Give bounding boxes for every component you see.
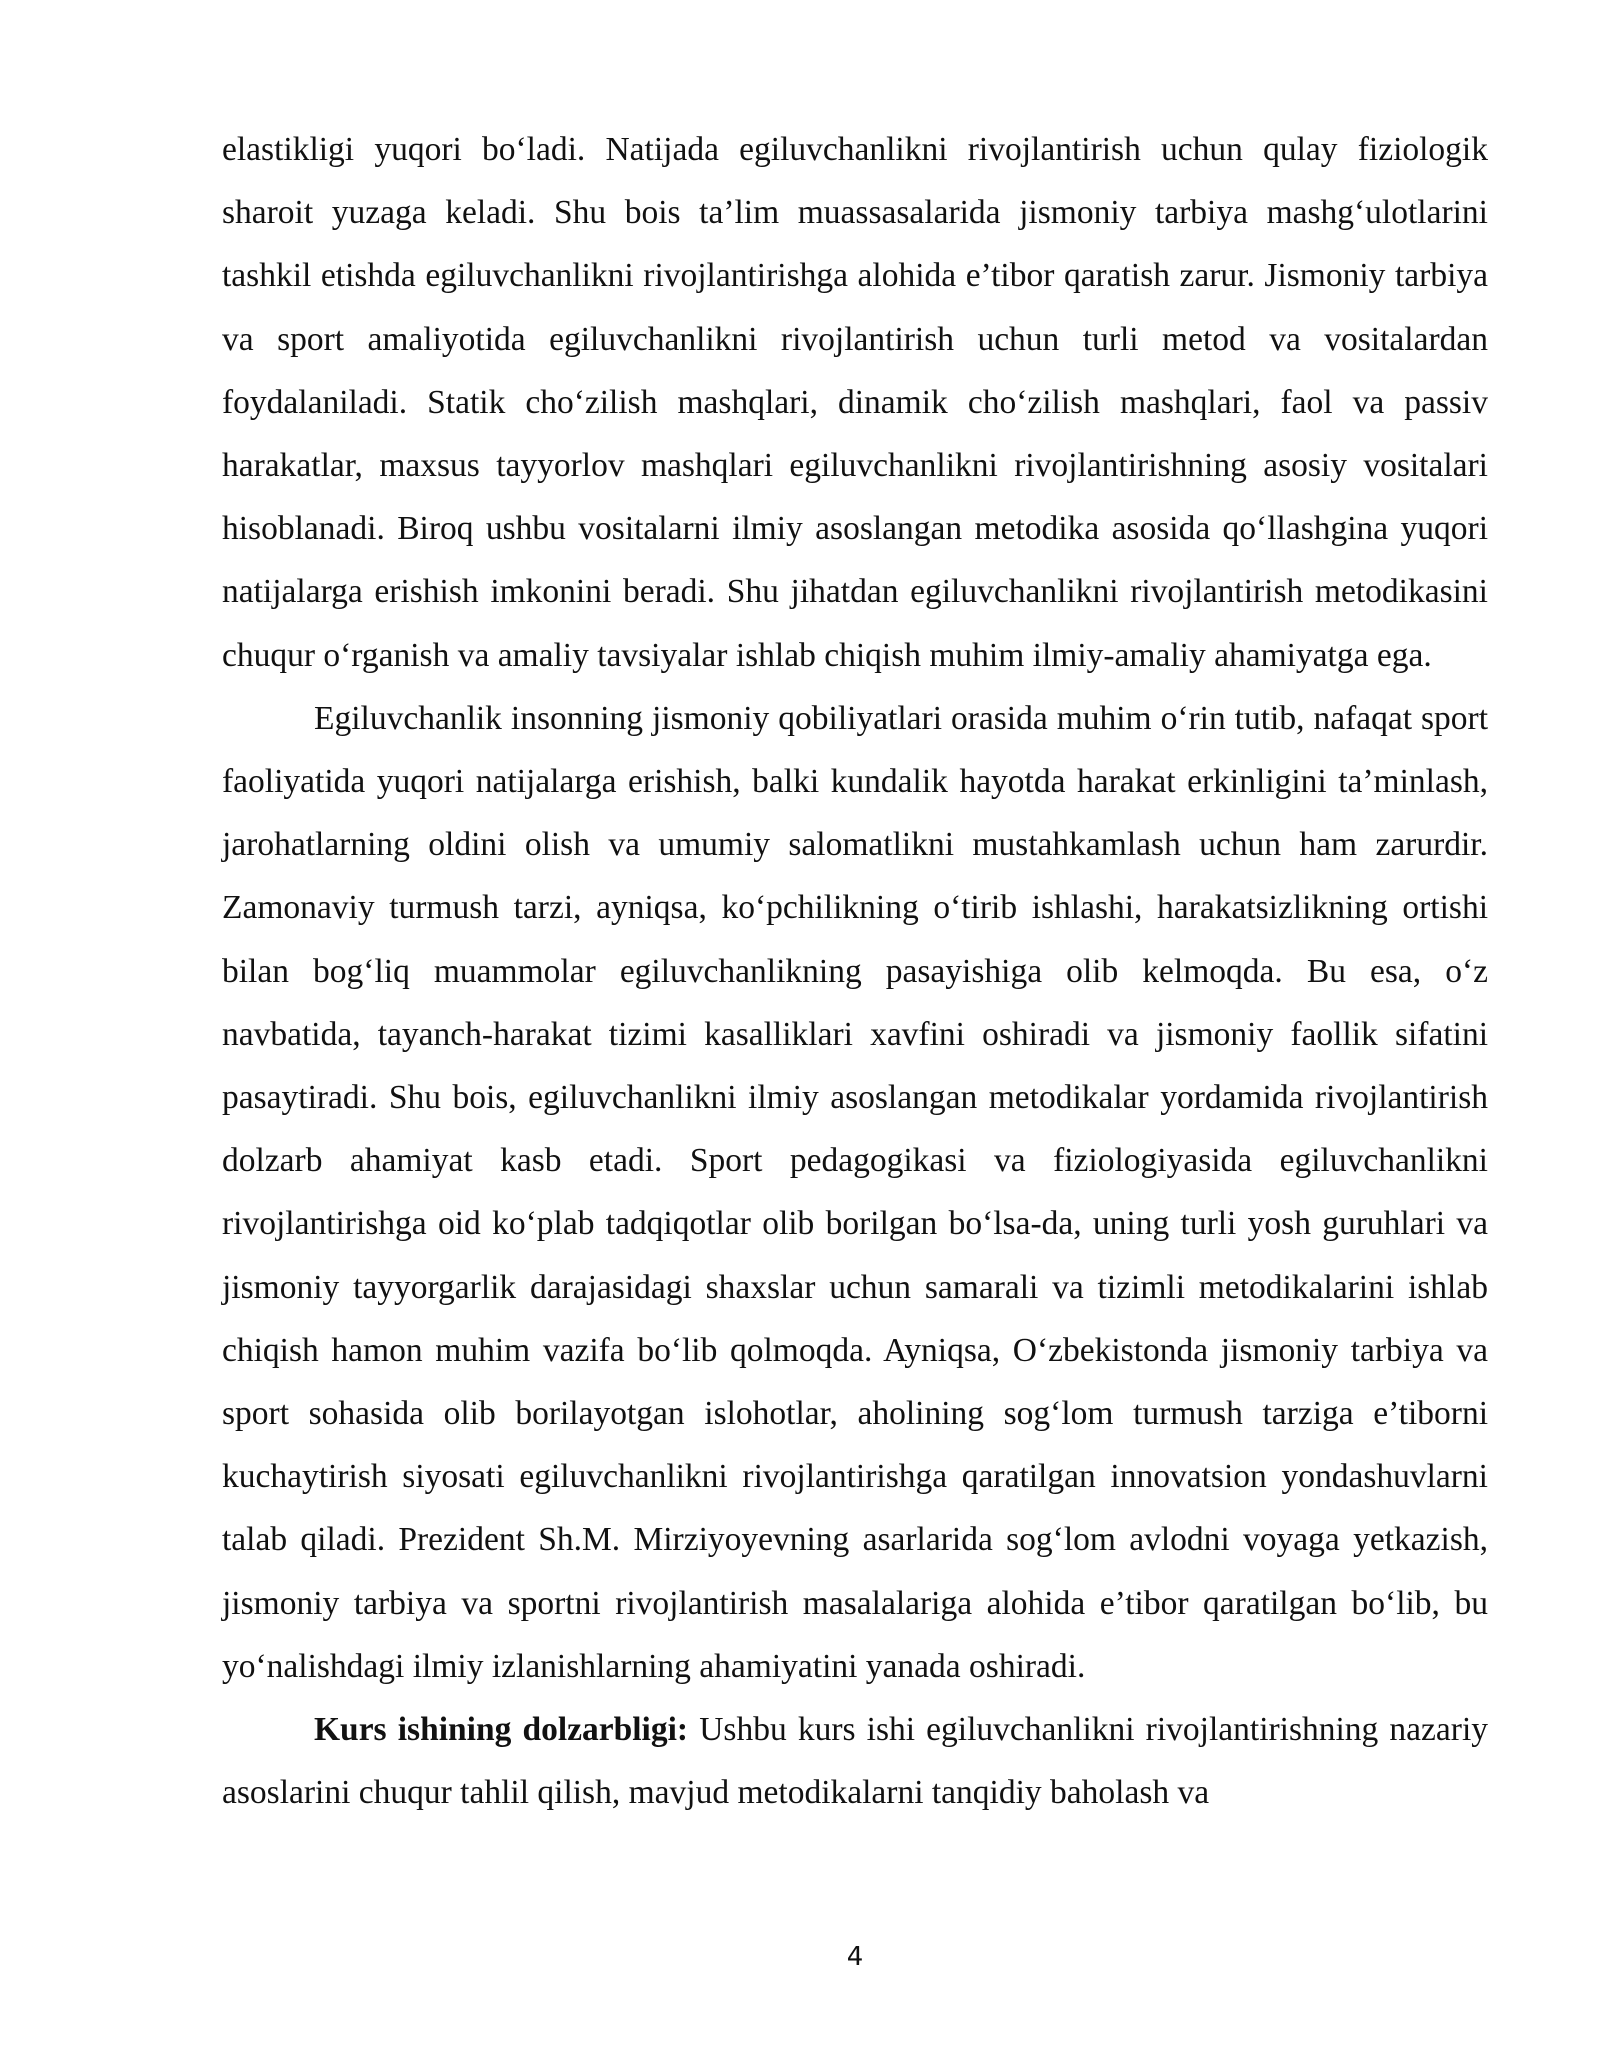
paragraph-3 <box>222 1698 1488 1824</box>
paragraph-2: Egiluvchanlik insonning jismoniy qobiliyatlari orasida muhim o‘rin tutib, nafaqat sport faoliyatida yuqori natijalarga erishish, balki kundalik hayotda harakat erkinligini ta’minlash, jarohatlarning oldini olish va umumiy salomatlikni mustahkamlash uchun ham zarurdir. Zamonaviy turmush tarzi, ayniqsa, ko‘pchilikning o‘tirib ishlashi, harakatsizlikning ortishi bilan bog‘liq muammolar egiluvchanlikning pasayishiga olib kelmoqda. Bu esa, o‘z navbatida, tayanch-harakat tizimi kasalliklari xavfini oshiradi va jismoniy faollik sifatini pasaytiradi. Shu bois, egiluvchanlikni ilmiy asoslangan metodikalar yordamida rivojlantirish dolzarb ahamiyat kasb etadi. Sport pedagogikasi va fiziologiyasida egiluvchanlikni rivojlantirishga oid ko‘plab tadqiqotlar olib borilgan bo‘lsa-da, uning turli yosh guruhlari va jismoniy tayyorgarlik darajasidagi shaxslar uchun samarali va tizimli metodikalarini ishlab chiqish hamon muhim vazifa bo‘lib qolmoqda. Ayniqsa, O‘zbekistonda jismoniy tarbiya va sport sohasida olib borilayotgan islohotlar, aholining sog‘lom turmush tarziga e’tiborni kuchaytirish siyosati egiluvchanlikni rivojlantirishga qaratilgan innovatsion yondashuvlarni talab qiladi. Prezident Sh.M. Mirziyoyevning asarlarida sog‘lom avlodni voyaga yetkazish, jismoniy tarbiya va sportni rivojlantirish masalalariga alohida e’tibor qaratilgan bo‘lib, bu yo‘nalishdagi ilmiy izlanishlarning ahamiyatini yanada oshiradi. <box>222 699 1488 1685</box>
page-number: 4 <box>846 1942 864 1972</box>
body-text <box>222 118 1488 1824</box>
paragraph-3-text: Ushbu kurs ishi egiluvchanlikni rivojlantirishning nazariy asoslarini chuqur tahlil qilish, mavjud metodikalarni tanqidiy baholash va <box>222 1711 1488 1812</box>
paragraph-1: elastikligi yuqori bo‘ladi. Natijada egiluvchanlikni rivojlantirish uchun qulay fiziologik sharoit yuzaga keladi. Shu bois ta’lim muassasalarida jismoniy tarbiya mashg‘ulotlarini tashkil etishda egiluvchanlikni rivojlantirishga alohida e’tibor qaratish zarur. Jismoniy tarbiya va sport amaliyotida egiluvchanlikni rivojlantirish uchun turli metod va vositalardan foydalaniladi. Statik cho‘zilish mashqlari, dinamik cho‘zilish mashqlari, faol va passiv harakatlar, maxsus tayyorlov mashqlari egiluvchanlikni rivojlantirishning asosiy vositalari hisoblanadi. Biroq ushbu vositalarni ilmiy asoslangan metodika asosida qo‘llashgina yuqori natijalarga erishish imkonini beradi. Shu jihatdan egiluvchanlikni rivojlantirish metodikasini chuqur o‘rganish va amaliy tavsiyalar ishlab chiqish muhim ilmiy-amaliy ahamiyatga ega. <box>222 131 1488 674</box>
section-heading-relevance: Kurs ishining dolzarbligi: <box>314 1711 689 1749</box>
